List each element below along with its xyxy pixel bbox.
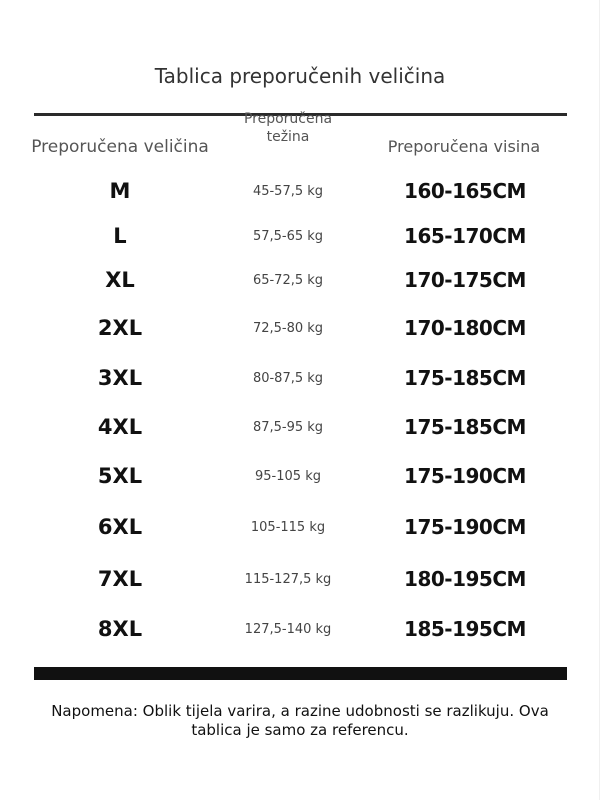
height-cell: 175-190CM [404,464,526,488]
height-cell: 170-175CM [404,268,526,292]
table-row [0,407,600,447]
height-cell: 180-195CM [404,567,526,591]
weight-cell: 105-115 kg [250,519,326,535]
header-recommended-size: Preporučena veličina [31,137,209,157]
bottom-divider [34,667,567,680]
table-row [0,507,600,547]
reference-note: Napomena: Oblik tijela varira, a razine udobnosti se razlikuju. Ova tablica je samo za referencu. [51,702,549,739]
weight-cell: 95-105 kg [255,468,321,484]
size-cell: XL [105,268,135,292]
size-cell: L [113,224,127,248]
weight-cell: 57,5-65 kg [252,228,324,244]
height-cell: 185-195CM [404,617,526,641]
size-cell: 4XL [97,415,143,439]
header-recommended-height: Preporučena visina [387,137,541,156]
table-row [0,559,600,599]
weight-cell: 45-57,5 kg [252,183,324,199]
height-cell: 175-190CM [404,515,526,539]
height-cell: 160-165CM [404,179,526,203]
size-cell: 2XL [97,316,143,340]
weight-cell: 65-72,5 kg [252,272,324,288]
size-cell: 6XL [97,515,143,539]
size-cell: 8XL [97,617,143,641]
table-row [0,171,600,211]
size-cell: 5XL [97,464,143,488]
weight-cell: 87,5-95 kg [252,419,324,435]
weight-cell: 80-87,5 kg [252,370,324,386]
height-cell: 175-185CM [404,366,526,390]
table-row [0,260,600,300]
weight-cell: 72,5-80 kg [252,320,324,336]
size-cell: M [109,179,131,203]
chart-title: Tablica preporučenih veličina [154,64,446,88]
weight-cell: 127,5-140 kg [244,621,332,637]
height-cell: 165-170CM [404,224,526,248]
size-cell: 7XL [97,567,143,591]
table-row [0,216,600,256]
header-recommended-weight: Preporučena težina [243,111,333,145]
size-cell: 3XL [97,366,143,390]
height-cell: 175-185CM [404,415,526,439]
height-cell: 170-180CM [404,316,526,340]
table-row [0,456,600,496]
table-row [0,609,600,649]
weight-cell: 115-127,5 kg [244,571,332,587]
table-row [0,358,600,398]
table-row [0,308,600,348]
